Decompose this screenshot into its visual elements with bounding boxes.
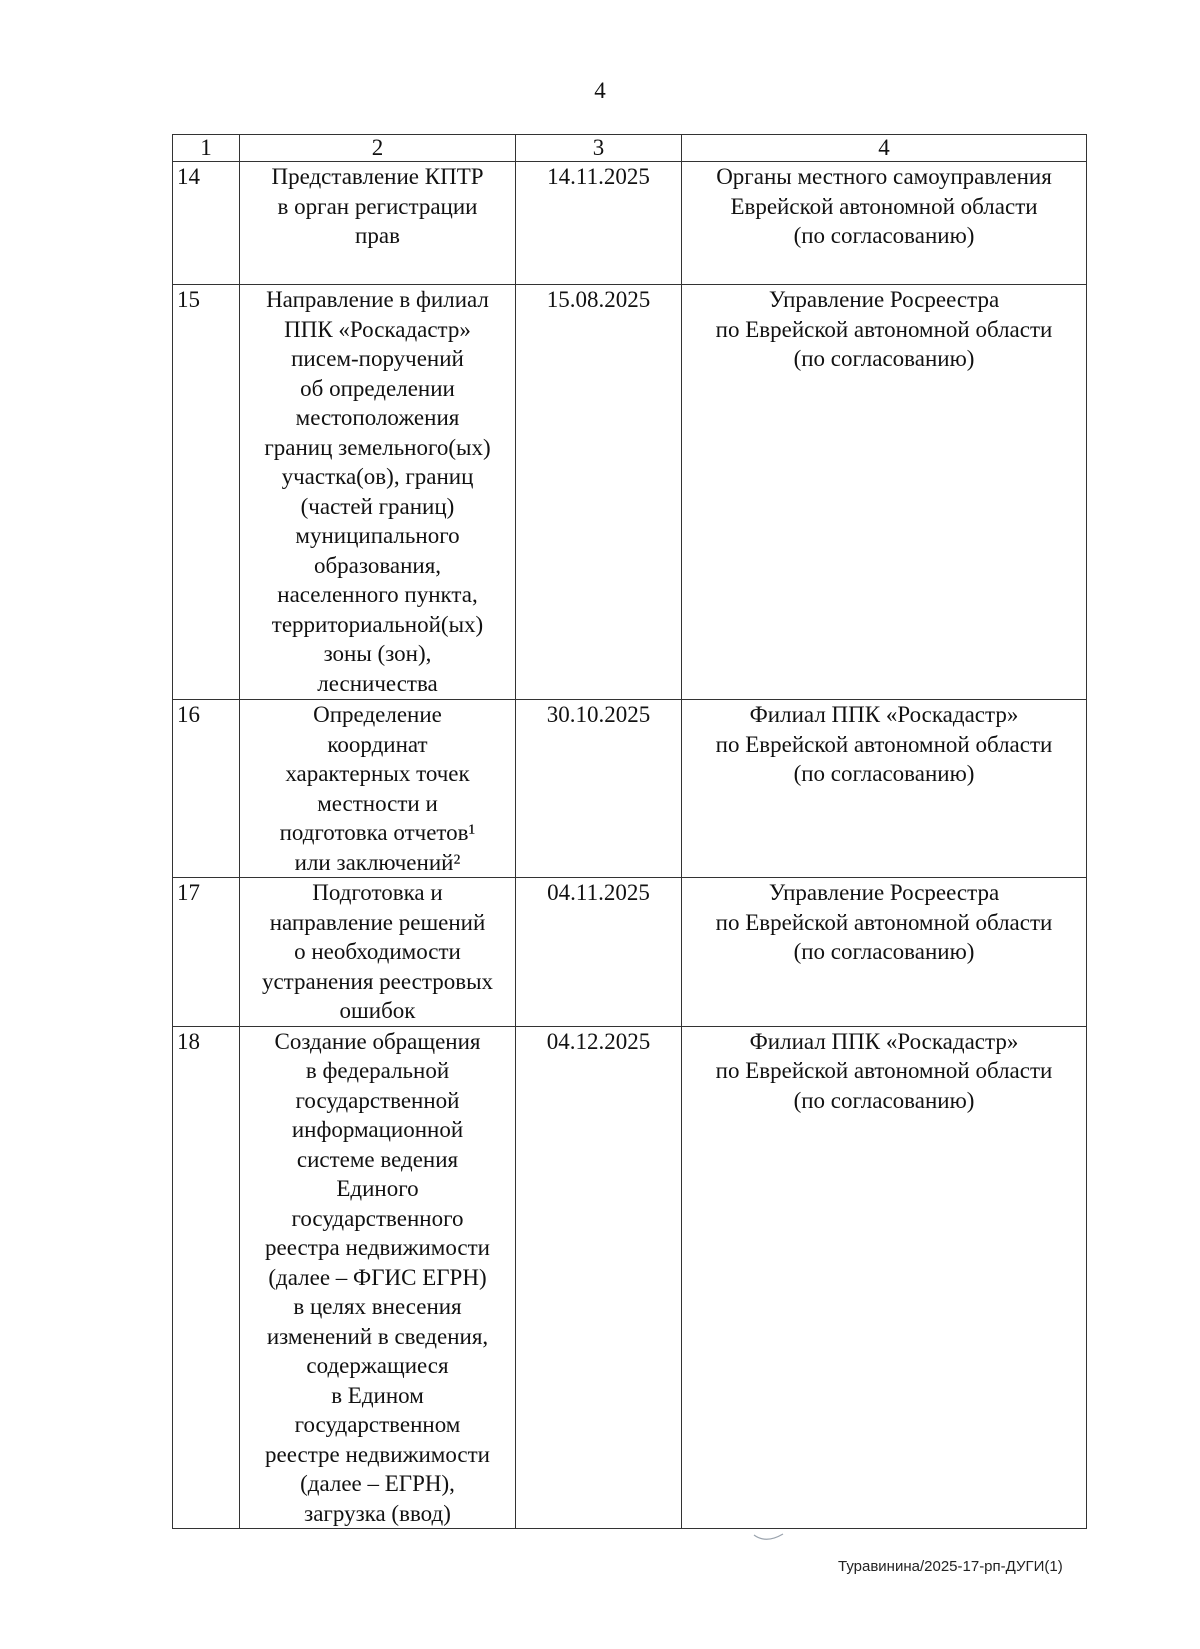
action-line: муниципального — [295, 523, 460, 548]
page-number: 4 — [594, 78, 606, 103]
responsible-line: (по согласованию) — [793, 346, 975, 371]
action-line: Представление КПТР — [271, 164, 484, 189]
action-line: участка(ов), границ — [281, 464, 474, 489]
action-line: в Едином — [331, 1382, 424, 1408]
action-line: или заключений² — [294, 849, 461, 875]
action-line: ошибок — [339, 998, 416, 1023]
deadline-date: 04.11.2025 — [516, 878, 682, 1027]
document-code: Туравинина/2025-17-рп-ДУГИ(1) — [838, 1558, 1063, 1575]
action-line: лесничества — [317, 670, 438, 696]
action-line: направление решений — [269, 909, 486, 935]
action-line: загрузка (ввод) — [304, 1500, 451, 1526]
action-line: населенного пункта, — [277, 582, 478, 607]
responsible-line: Филиал ППК «Роскадастр» — [749, 1028, 1019, 1054]
action-line: Определение — [313, 702, 442, 727]
action-line: устранения реестровых — [261, 968, 494, 994]
action-line: содержащиеся — [306, 1353, 449, 1378]
action-line: государственном — [294, 1412, 461, 1437]
action-line: о необходимости — [294, 939, 461, 964]
deadline-date: 30.10.2025 — [516, 700, 682, 878]
action-line: координат — [327, 731, 428, 757]
action-line: Единого — [336, 1176, 419, 1201]
responsible-line: по Еврейской автономной области — [715, 731, 1053, 757]
schedule-table — [172, 134, 1087, 1529]
action-line: территориальной(ых) — [271, 611, 484, 637]
responsible-cell — [682, 878, 1087, 1027]
action-line: зоны (зон), — [323, 641, 432, 666]
responsible-line: (по согласованию) — [793, 1087, 975, 1113]
action-line: Подготовка и — [312, 880, 443, 905]
action-cell — [240, 878, 516, 1027]
action-cell — [240, 700, 516, 878]
responsible-line: Органы местного самоуправления — [716, 164, 1052, 189]
column-header: 2 — [240, 135, 516, 162]
responsible-line: Еврейской автономной области — [730, 193, 1038, 219]
column-header: 1 — [173, 135, 240, 162]
table-row — [173, 1026, 1087, 1529]
action-line: (далее – ЕГРН), — [300, 1471, 455, 1496]
responsible-cell — [682, 700, 1087, 878]
table-header-row — [173, 135, 1087, 162]
scan-mark — [752, 1532, 786, 1544]
action-line: (далее – ФГИС ЕГРН) — [268, 1264, 487, 1290]
responsible-line: Филиал ППК «Роскадастр» — [749, 702, 1019, 727]
action-line: Направление в филиал — [266, 287, 489, 312]
table-body — [173, 162, 1087, 1529]
action-line: информационной — [291, 1117, 464, 1142]
action-line: государственной — [295, 1087, 460, 1113]
row-number: 17 — [173, 878, 240, 1027]
responsible-cell — [682, 285, 1087, 700]
action-line: местности и — [317, 790, 438, 816]
action-cell — [240, 1026, 516, 1529]
deadline-date: 04.12.2025 — [516, 1026, 682, 1529]
action-line: в федеральной — [305, 1058, 450, 1083]
responsible-line: по Еврейской автономной области — [715, 909, 1053, 935]
action-line: местоположения — [295, 405, 460, 430]
action-cell — [240, 285, 516, 700]
action-line: реестре недвижимости — [265, 1441, 490, 1467]
table-row — [173, 285, 1087, 700]
action-line: в орган регистрации — [277, 193, 478, 219]
responsible-cell — [682, 1026, 1087, 1529]
responsible-line: (по согласованию) — [793, 939, 975, 964]
column-header: 3 — [516, 135, 682, 162]
responsible-line: Управление Росреестра — [768, 287, 1000, 312]
action-line: (частей границ) — [300, 493, 455, 519]
table-row — [173, 878, 1087, 1027]
responsible-line: (по согласованию) — [793, 761, 975, 786]
row-number: 18 — [173, 1026, 240, 1529]
action-line: границ земельного(ых) — [264, 434, 491, 460]
action-line: Создание обращения — [274, 1028, 481, 1054]
action-line: подготовка отчетов¹ — [279, 820, 476, 845]
action-line: прав — [355, 223, 400, 248]
action-line: об определении — [300, 375, 455, 401]
action-line: системе ведения — [296, 1146, 459, 1172]
action-line: образования, — [313, 552, 442, 578]
action-line: в целях внесения — [293, 1294, 462, 1319]
responsible-line: по Еврейской автономной области — [715, 316, 1053, 342]
deadline-date: 14.11.2025 — [516, 162, 682, 285]
action-line: реестра недвижимости — [265, 1235, 490, 1260]
action-line: ППК «Роскадастр» — [284, 316, 471, 342]
table-row — [173, 700, 1087, 878]
responsible-line: Управление Росреестра — [768, 880, 1000, 905]
action-line: государственного — [291, 1205, 464, 1231]
action-line: характерных точек — [285, 761, 470, 786]
action-line: писем-поручений — [291, 346, 464, 371]
table-row — [173, 162, 1087, 285]
row-number: 15 — [173, 285, 240, 700]
deadline-date: 15.08.2025 — [516, 285, 682, 700]
responsible-cell — [682, 162, 1087, 285]
responsible-line: (по согласованию) — [793, 223, 975, 248]
action-line: изменений в сведения, — [266, 1323, 489, 1349]
responsible-line: по Еврейской автономной области — [715, 1058, 1053, 1083]
row-number: 16 — [173, 700, 240, 878]
action-cell — [240, 162, 516, 285]
row-number: 14 — [173, 162, 240, 285]
column-header: 4 — [682, 135, 1087, 162]
